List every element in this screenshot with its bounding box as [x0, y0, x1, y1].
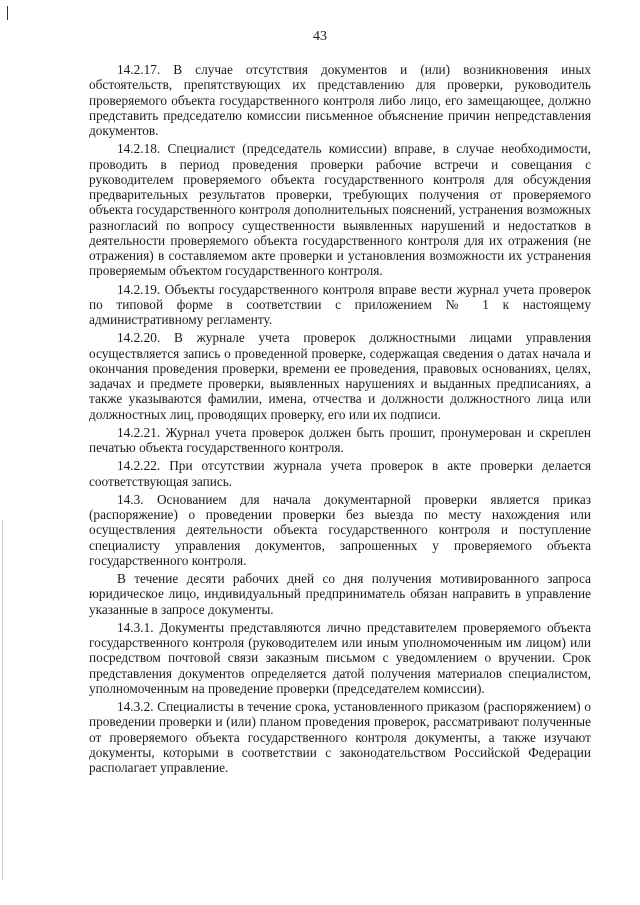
- page-number: 43: [313, 29, 327, 44]
- margin-mark: [7, 6, 8, 20]
- paragraph-14-2-21: 14.2.21. Журнал учета проверок должен быть прошит, пронумерован и скреплен печатью объекта государственного контроля.: [89, 424, 591, 455]
- paragraph-14-2-22: 14.2.22. При отсутствии журнала учета проверок в акте проверки делается соответствующая запись.: [89, 458, 591, 489]
- paragraph-14-3-2: 14.3.2. Специалисты в течение срока, установленного приказом (распоряжением) о проведении проверки и (или) планом проведения проверок, рассматривают полученные от проверяемого объекта государственного контроля документы, а также изучают документы, которыми в соответствии с законодательством Российской Федерации располагает управление.: [89, 699, 591, 775]
- paragraph-14-3-1: 14.3.1. Документы представляются лично представителем проверяемого объекта государственного контроля (руководителем или иным уполномоченным им лицом) или посредством почтовой связи заказным письмом с уведомлением о вручении. Срок представления документов определяется датой получения материалов специалистом, уполномоченным на проведение проверки (председателем комиссии).: [89, 619, 591, 696]
- document-body: [89, 62, 591, 778]
- paragraph-14-2-17: 14.2.17. В случае отсутствия документов и (или) возникновения иных обстоятельств, препятствующих их представлению для проверки, руководитель проверяемого объекта государственного контроля либо лицо, его замещающее, должно представить председателю комиссии письменное объяснение причин непредставления документов.: [89, 62, 591, 138]
- paragraph-14-2-19: 14.2.19. Объекты государственного контроля вправе вести журнал учета проверок по типовой форме в соответствии с приложением № 1 к настоящему административному регламенту.: [89, 281, 591, 327]
- paragraph-14-2-18: 14.2.18. Специалист (председатель комиссии) вправе, в случае необходимости, проводить в период проведения проверки рабочие встречи и совещания с руководителем проверяемого объекта государственного контроля для обсуждения предварительных результатов проверки, требующих получения от проверяемого объекта государственного контроля дополнительных пояснений, устранения возможных разногласий по вопросу существенности выявленных нарушений и недостатков в деятельности проверяемого объекта государственного контроля для их отражения (не отражения) в составляемом акте проверки и установления возможности их устранения проверяемым объектом государственного контроля.: [89, 141, 591, 279]
- paragraph-14-3-deadline: В течение десяти рабочих дней со дня получения мотивированного запроса юридическое лицо, индивидуальный предприниматель обязан направить в управление указанные в запросе документы.: [89, 571, 591, 617]
- scan-edge-line: [2, 520, 3, 880]
- paragraph-14-2-20: 14.2.20. В журнале учета проверок должностными лицами управления осуществляется запись о проведенной проверке, содержащая сведения о датах начала и окончания проведения проверки, времени ее проведения, правовых основаниях, целях, задачах и предмете проверки, выявленных нарушениях и выданных предписаниях, а также указываются фамилии, имена, отчества и должности должностного лица или должностных лиц, проводящих проверку, его или их подписи.: [89, 330, 591, 422]
- paragraph-14-3: 14.3. Основанием для начала документарной проверки является приказ (распоряжение) о проведении проверки без выезда по месту нахождения или осуществления деятельности объекта государственного контроля и поступление специалисту управления документов, запрошенных у проверяемого объекта государственного контроля.: [89, 491, 591, 568]
